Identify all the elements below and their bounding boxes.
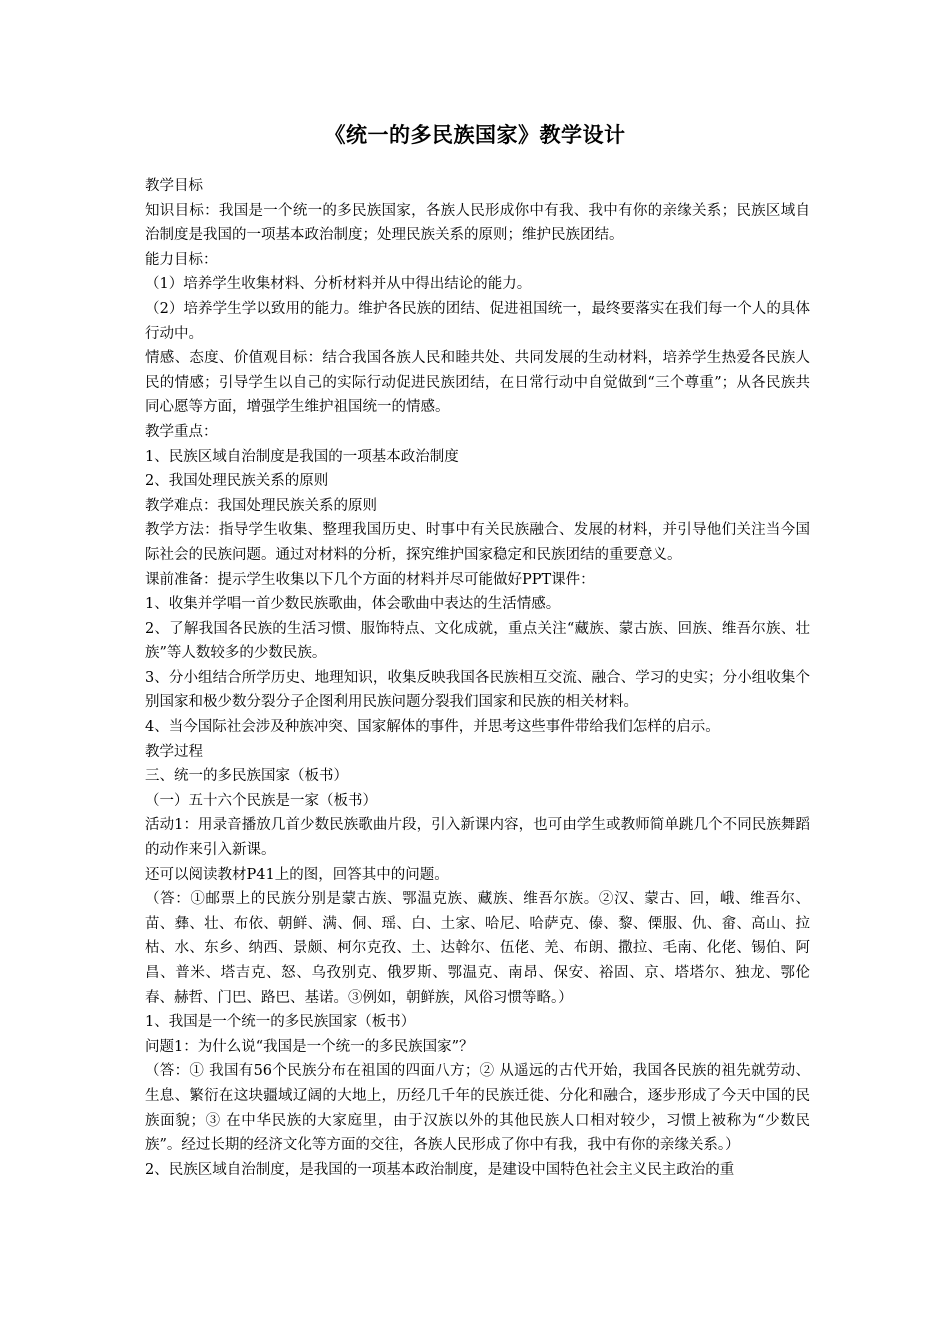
paragraph: 1、收集并学唱一首少数民族歌曲，体会歌曲中表达的生活情感。	[145, 596, 561, 613]
paragraph: 能力目标：	[145, 251, 218, 268]
paragraph: 还可以阅读教材P41上的图，回答其中的问题。	[145, 866, 449, 883]
paragraph: 2、我国处理民族关系的原则	[145, 473, 329, 490]
paragraph: 4、当今国际社会涉及种族冲突、国家解体的事件，并思考这些事件带给我们怎样的启示。	[145, 719, 720, 736]
paragraph: （1）培养学生收集材料、分析材料并从中得出结论的能力。	[145, 276, 532, 293]
paragraph: 2、了解我国各民族的生活习惯、服饰特点、文化成就，重点关注“藏族、蒙古族、回族、维吾尔族、壮族”等人数较多的少数民族。	[145, 620, 810, 662]
document-body	[145, 174, 810, 1182]
paragraph: 教学难点：我国处理民族关系的原则	[145, 497, 377, 514]
paragraph: （答：① 我国有56个民族分布在祖国的四面八方；② 从遥远的古代开始，我国各民族的祖先就劳动、生息、繁衍在这块疆域辽阔的大地上，历经几千年的民族迁徙、分化和融合，逐步形成了今天中国的民族面貌；③ 在中华民族的大家庭里，由于汉族以外的其他民族人口相对较少，习惯上被称为“少数民族”。经过长期的经济文化等方面的交往，各族人民形成了你中有我，我中有你的亲缘关系。）	[145, 1063, 810, 1154]
paragraph: 1、我国是一个统一的多民族国家（板书）	[145, 1014, 416, 1031]
paragraph: 情感、态度、价值观目标：结合我国各族人民和睦共处、共同发展的生动材料，培养学生热爱各民族人民的情感；引导学生以自己的实际行动促进民族团结，在日常行动中自觉做到“三个尊重”；从各民族共同心愿等方面，增强学生维护祖国统一的情感。	[145, 350, 810, 416]
paragraph: 活动1：用录音播放几首少数民族歌曲片段，引入新课内容，也可由学生或教师简单跳几个不同民族舞蹈的动作来引入新课。	[145, 817, 810, 859]
paragraph: （答：①邮票上的民族分别是蒙古族、鄂温克族、藏族、维吾尔族。②汉、蒙古、回，峨、维吾尔、苗、彝、壮、布依、朝鲜、满、侗、瑶、白、土家、哈尼、哈萨克、傣、黎、傈服、仇、畲、高山、拉枯、水、东乡、纳西、景颇、柯尔克孜、土、达斡尔、伍佬、羌、布朗、撒拉、毛南、化佬、锡伯、阿昌、普米、塔吉克、怒、乌孜别克、俄罗斯、鄂温克、南昂、保安、裕固、京、塔塔尔、独龙、鄂伦春、赫哲、门巴、路巴、基诺。③例如，朝鲜族，风俗习惯等略。）	[145, 891, 810, 1006]
paragraph: 教学过程	[145, 743, 203, 760]
paragraph: 课前准备：提示学生收集以下几个方面的材料并尽可能做好PPT课件：	[145, 571, 595, 588]
paragraph: 2、民族区域自治制度，是我国的一项基本政治制度，是建设中国特色社会主义民主政治的重	[145, 1161, 735, 1178]
paragraph: 3、分小组结合所学历史、地理知识，收集反映我国各民族相互交流、融合、学习的史实；分小组收集个别国家和极少数分裂分子企图利用民族问题分裂我们国家和民族的相关材料。	[145, 669, 810, 711]
paragraph: 问题1：为什么说“我国是一个统一的多民族国家”？	[145, 1038, 474, 1055]
document-title: 《统一的多民族国家》教学设计	[324, 123, 626, 147]
paragraph: 三、统一的多民族国家（板书）	[145, 768, 348, 785]
paragraph: 教学方法：指导学生收集、整理我国历史、时事中有关民族融合、发展的材料，并引导他们关注当今国际社会的民族问题。通过对材料的分析，探究维护国家稳定和民族团结的重要意义。	[145, 522, 810, 563]
paragraph: （2）培养学生学以致用的能力。维护各民族的团结、促进祖国统一，最终要落实在我们每一个人的具体行动中。	[145, 300, 810, 342]
paragraph: 知识目标：我国是一个统一的多民族国家，各族人民形成你中有我、我中有你的亲缘关系；民族区域自治制度是我国的一项基本政治制度；处理民族关系的原则；维护民族团结。	[145, 202, 810, 244]
paragraph: 教学目标	[145, 178, 203, 194]
paragraph: （一）五十六个民族是一家（板书）	[145, 792, 377, 809]
paragraph: 1、民族区域自治制度是我国的一项基本政治制度	[145, 448, 459, 465]
paragraph: 教学重点：	[145, 423, 218, 440]
